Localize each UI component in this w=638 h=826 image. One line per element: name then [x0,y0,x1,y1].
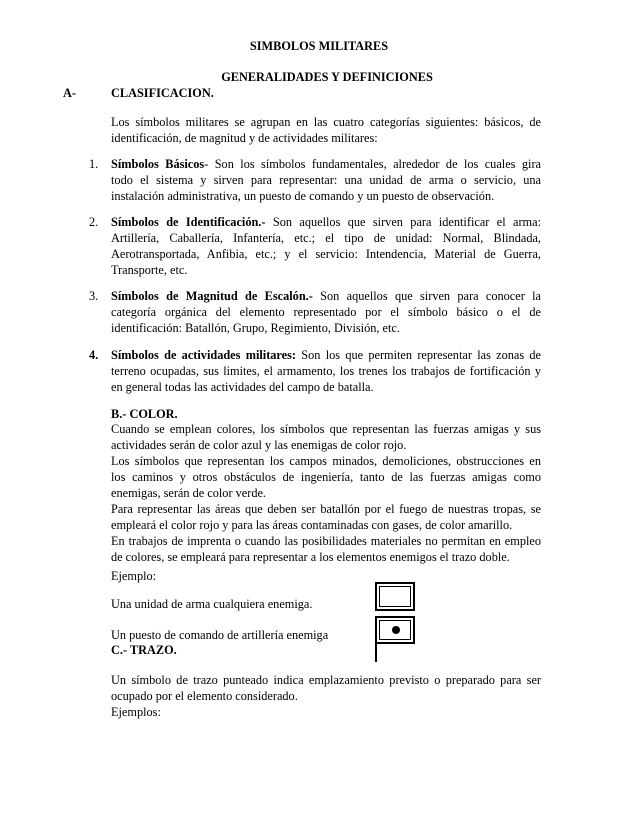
section-a-heading: CLASIFICACION. [111,86,214,100]
text-line: Símbolos de actividades militares: Son los que permiten representar las zonas de [111,348,542,362]
text-line: categoría orgánica del elemento representado por el símbolo básico o el de [111,305,541,319]
text-line: Artillería, Caballería, Infantería, etc.; el tipo de unidad: Normal, Blindada, [111,231,541,245]
item-identificacion [111,214,541,278]
text-line: Cuando se emplean colores, los símbolos que representan las fuerzas amigas y sus [111,422,541,436]
item-number: 4. [89,348,99,362]
text-line: terreno ocupadas, sus limites, el armamento, los trenes los trabajos de fortificación y [111,364,541,378]
text-line: instalación administrativa, un puesto de comando y un puesto de observación. [111,189,495,203]
text-line: Los símbolos que representan los campos minados, demoliciones, obstrucciones en [111,454,541,468]
item-actividades [111,347,541,395]
item-number: 2. [89,215,99,229]
text-line: Símbolos Básicos- Son los símbolos fundamentales, alrededor de los cuales gira [111,157,541,171]
text-line: Aerotransportada, Anfibia, etc.; y el servicio: Intendencia, Material de Guerra, [111,247,541,261]
text-line: Transporte, etc. [111,263,188,277]
text-line: Símbolos de Magnitud de Escalón.- Son aquellos que sirven para conocer la [111,289,542,303]
text-line: enemigas, serán de color verde. [111,486,267,500]
text-line: Para representar las áreas que deben ser batallón por el fuego de nuestras tropas, se [111,502,541,516]
item-basicos [111,156,541,204]
item-term: Símbolos Básicos [111,157,205,171]
text-line: identificación, de magnitud y de actividades militares: [111,131,378,145]
item-term: Símbolos de Identificación.- [111,215,266,229]
enemy-unit-symbol-inner [379,586,411,607]
item-term: Símbolos de actividades militares: [111,348,297,362]
text-line: Un símbolo de trazo punteado indica emplazamiento previsto o preparado para ser [111,673,541,687]
text-line: actividades serán de color azul y las enemigas de color rojo. [111,438,407,452]
section-c-heading: C.- TRAZO. [111,643,177,657]
text-line: Los símbolos militares se agrupan en las cuatro categorías siguientes: básicos, de [111,115,541,129]
item-magnitud [111,288,541,336]
text-line: Símbolos de Identificación.- Son aquellos que sirven para identificar el arma: [111,215,541,229]
example-enemy-unit-text: Una unidad de arma cualquiera enemiga. [111,597,313,611]
command-post-staff [375,640,377,662]
item-number: 3. [89,289,99,303]
example-enemy-command-post-text: Un puesto de comando de artillería enemiga [111,628,329,642]
section-a-intro [111,114,541,146]
document-title: SIMBOLOS MILITARES [249,39,389,53]
section-a-marker: A- [63,86,76,100]
text-line: En trabajos de imprenta o cuando las posibilidades materiales no permitan en empleo [111,534,541,548]
text-line: identificación: Batallón, Grupo, Regimiento, División, etc. [111,321,400,335]
enemy-command-post-symbol [375,616,415,644]
text-line: los caminos y otros obstáculos de ingeniería, tanto de las fuerzas amigas como [111,470,541,484]
example-label: Ejemplo: [111,569,157,583]
text-line: todo el sistema y sirven para representar: una unidad de arma o servicio, una [111,173,541,187]
section-c-body [111,672,541,720]
text-line: ocupado por el elemento considerado. [111,689,298,703]
section-b-heading: B.- COLOR. [111,407,178,421]
artillery-dot-icon [392,626,400,634]
text-line: Ejemplos: [111,705,161,719]
item-term: Símbolos de Magnitud de Escalón.- [111,289,313,303]
enemy-unit-symbol [375,582,415,611]
document-subtitle: GENERALIDADES Y DEFINICIONES [221,70,433,84]
text-line: de colores, se empleará para representar a los elementos enemigos el trazo doble. [111,550,510,564]
item-number: 1. [89,157,99,171]
section-b-body [111,421,541,565]
text-line: empleará el color rojo y para las áreas contaminadas con gases, de color amarillo. [111,518,513,532]
text-line: en general todas las actividades del campo de batalla. [111,380,374,394]
